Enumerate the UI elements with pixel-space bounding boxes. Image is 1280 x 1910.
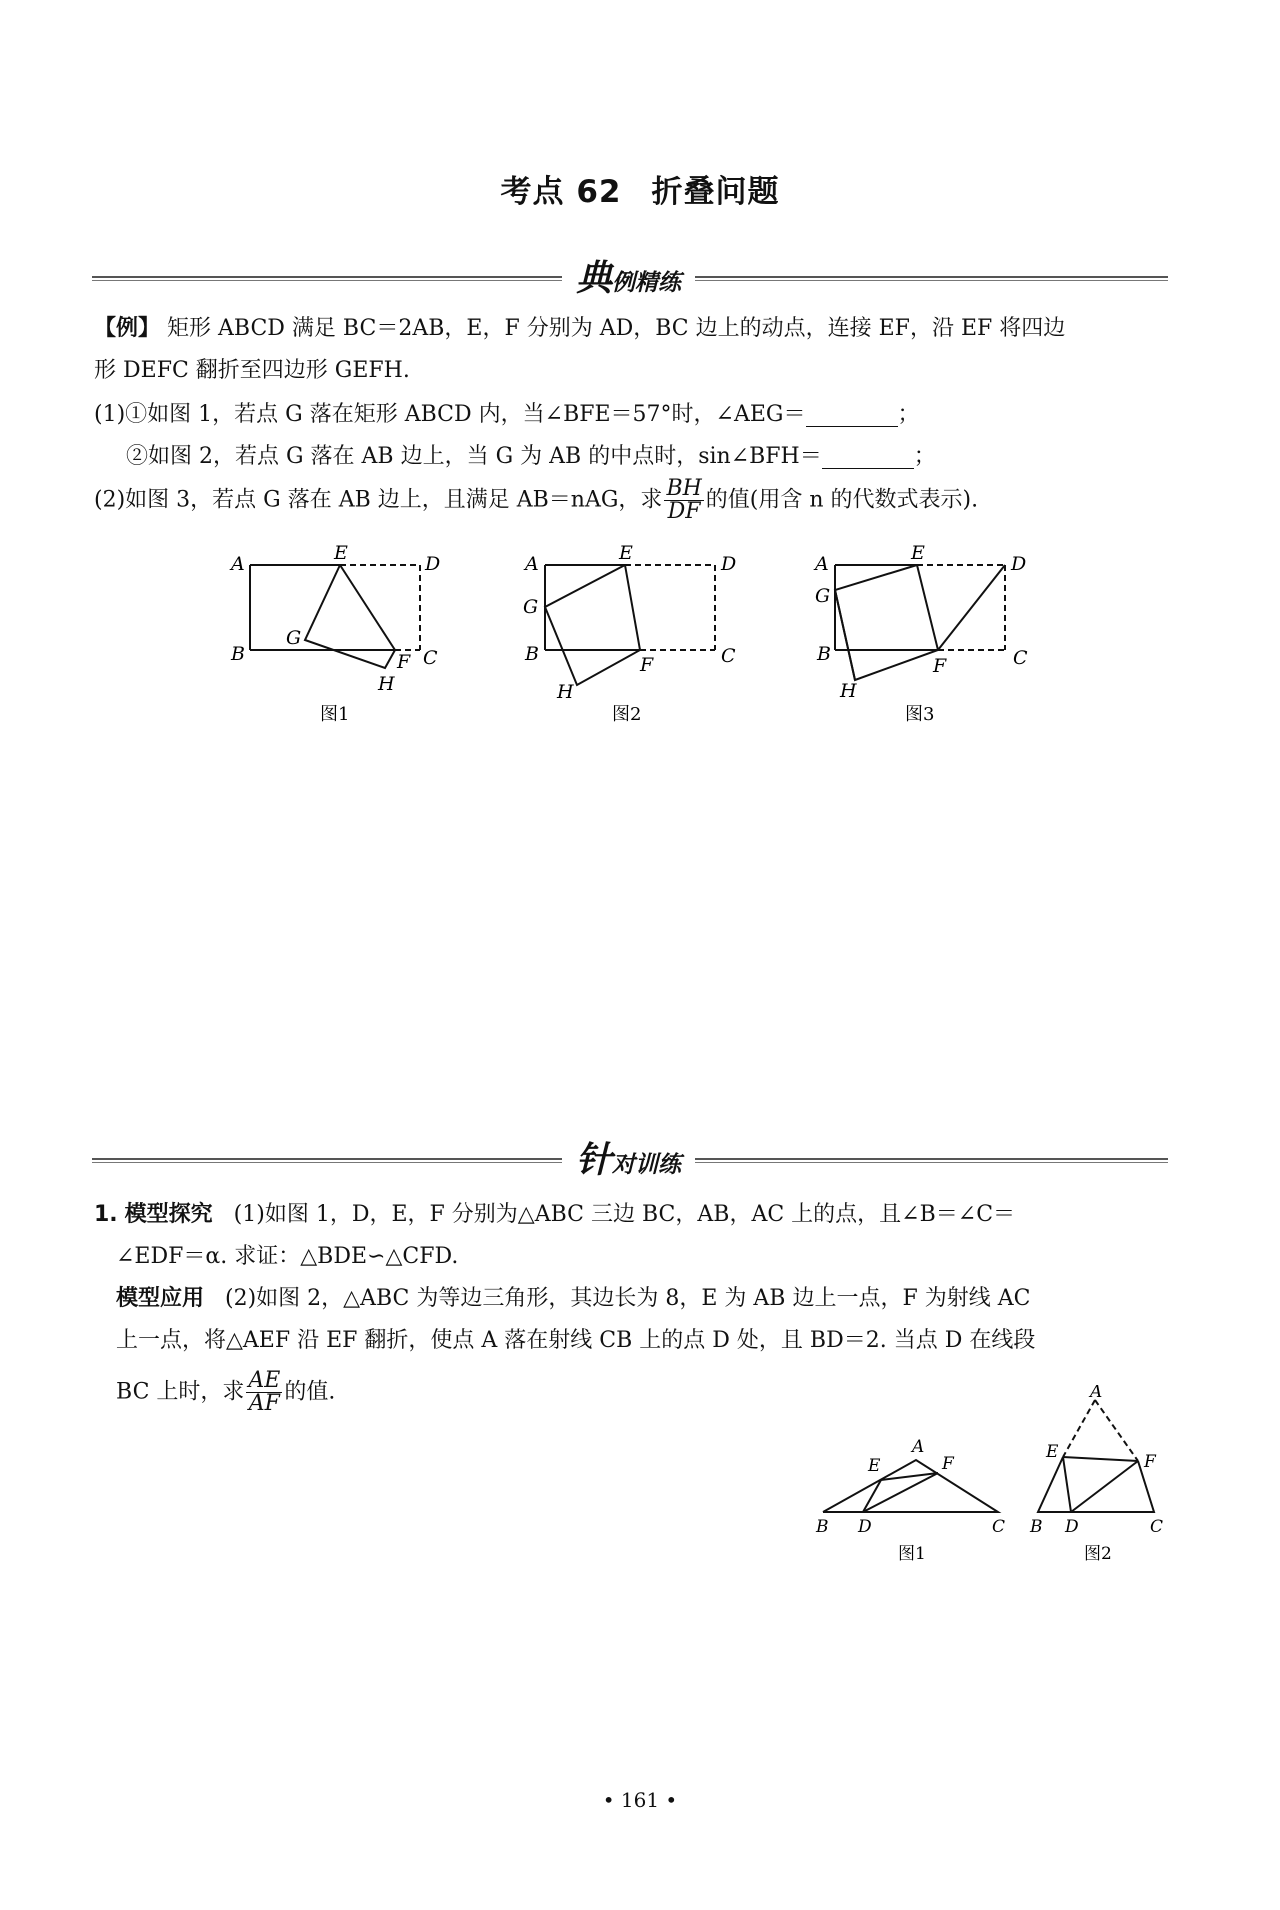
section-header-examples bbox=[92, 250, 1168, 300]
label-d: D bbox=[1011, 553, 1027, 575]
label-f: F bbox=[397, 651, 411, 673]
label-d: D bbox=[1065, 1517, 1079, 1537]
example-line1: 【例】 矩形 ABCD 满足 BC＝2AB，E，F 分别为 AD，BC 边上的动点，连接 EF，沿 EF 将四边 bbox=[94, 316, 1066, 341]
label-f: F bbox=[640, 654, 654, 676]
figure-2 bbox=[515, 540, 740, 730]
label-c: C bbox=[423, 647, 438, 669]
figure-caption: 图2 bbox=[612, 704, 642, 725]
question-1b: ②如图 2，若点 G 落在 AB 边上，当 G 为 AB 的中点时，sin∠BFH＝ ； bbox=[126, 444, 936, 469]
figure-caption: 图3 bbox=[905, 704, 935, 725]
label-a: A bbox=[231, 553, 245, 575]
section-label: 典例精练 bbox=[562, 250, 695, 301]
label-h: H bbox=[840, 680, 857, 702]
question-2: (2)如图 3，若点 G 落在 AB 边上，且满足 AB＝nAG，求 $\frac{BH}{DF}$ 的值(用含 n 的代数式表示). bbox=[94, 476, 979, 524]
label-e: E bbox=[868, 1456, 881, 1476]
label-e: E bbox=[334, 542, 348, 564]
problem1-line5: BC 上时，求 $\frac{AE}{AF}$ 的值. bbox=[116, 1368, 336, 1416]
label-c: C bbox=[721, 645, 736, 667]
answer-blank bbox=[822, 444, 914, 469]
figure-caption: 图1 bbox=[898, 1544, 926, 1564]
figure-caption: 图1 bbox=[320, 704, 350, 725]
label-b: B bbox=[816, 1517, 829, 1537]
title-text: 折叠问题 bbox=[651, 174, 780, 210]
label-a: A bbox=[1090, 1385, 1103, 1402]
label-f: F bbox=[942, 1454, 954, 1474]
label-a: A bbox=[815, 553, 829, 575]
label-a: A bbox=[525, 553, 539, 575]
section-label: 针对训练 bbox=[562, 1132, 695, 1183]
label-c: C bbox=[992, 1517, 1006, 1537]
label-a: A bbox=[912, 1437, 925, 1457]
figure-triangle-1 bbox=[808, 1425, 1013, 1580]
question-1a: (1)①如图 1，若点 G 落在矩形 ABCD 内，当∠BFE＝57°时，∠AEG＝ ； bbox=[94, 402, 920, 427]
label-c: C bbox=[1013, 647, 1028, 669]
fraction-ae-af: $\frac{AE}{AF}$ bbox=[248, 1368, 281, 1416]
example-tag: 【例】 bbox=[94, 316, 161, 341]
label-b: B bbox=[525, 643, 539, 665]
label-e: E bbox=[619, 542, 633, 564]
label-e: E bbox=[911, 542, 925, 564]
example-line2: 形 DEFC 翻折至四边形 GEFH. bbox=[94, 358, 410, 383]
section-header-practice bbox=[92, 1132, 1168, 1182]
label-e: E bbox=[1046, 1442, 1059, 1462]
title-number: 考点 62 bbox=[500, 174, 622, 210]
problem1-line1: 1. 模型探究 (1)如图 1，D，E，F 分别为△ABC 三边 BC，AB，AC 上的点，且∠B＝∠C＝ bbox=[94, 1202, 1016, 1227]
label-h: H bbox=[557, 681, 574, 703]
label-b: B bbox=[1030, 1517, 1043, 1537]
label-c: C bbox=[1150, 1517, 1164, 1537]
page-number: • 161 • bbox=[602, 1788, 678, 1812]
label-b: B bbox=[231, 643, 245, 665]
label-b: B bbox=[817, 643, 831, 665]
page-title bbox=[0, 166, 1280, 211]
label-d: D bbox=[425, 553, 441, 575]
figure-3 bbox=[805, 540, 1040, 730]
label-h: H bbox=[378, 673, 395, 695]
problem1-line3: 模型应用 (2)如图 2，△ABC 为等边三角形，其边长为 8，E 为 AB 边上一点，F 为射线 AC bbox=[116, 1286, 1031, 1311]
fraction-bh-df: $\frac{BH}{DF}$ bbox=[666, 476, 702, 524]
label-f: F bbox=[933, 655, 947, 677]
figure-1 bbox=[225, 540, 450, 730]
problem1-line2: ∠EDF＝α. 求证：△BDE∽△CFD. bbox=[116, 1244, 459, 1269]
figure-caption: 图2 bbox=[1084, 1544, 1112, 1564]
label-g: G bbox=[286, 627, 302, 649]
answer-blank bbox=[806, 402, 898, 427]
label-d: D bbox=[858, 1517, 872, 1537]
figure-triangle-2 bbox=[1028, 1385, 1183, 1580]
label-model-explore: 模型探究 bbox=[124, 1202, 213, 1227]
label-g: G bbox=[815, 585, 831, 607]
label-d: D bbox=[721, 553, 737, 575]
problem1-line4: 上一点，将△AEF 沿 EF 翻折，使点 A 落在射线 CB 上的点 D 处，且 BD＝2. 当点 D 在线段 bbox=[116, 1328, 1036, 1353]
label-f: F bbox=[1144, 1452, 1156, 1472]
label-model-apply: 模型应用 bbox=[116, 1286, 205, 1311]
label-g: G bbox=[523, 596, 539, 618]
